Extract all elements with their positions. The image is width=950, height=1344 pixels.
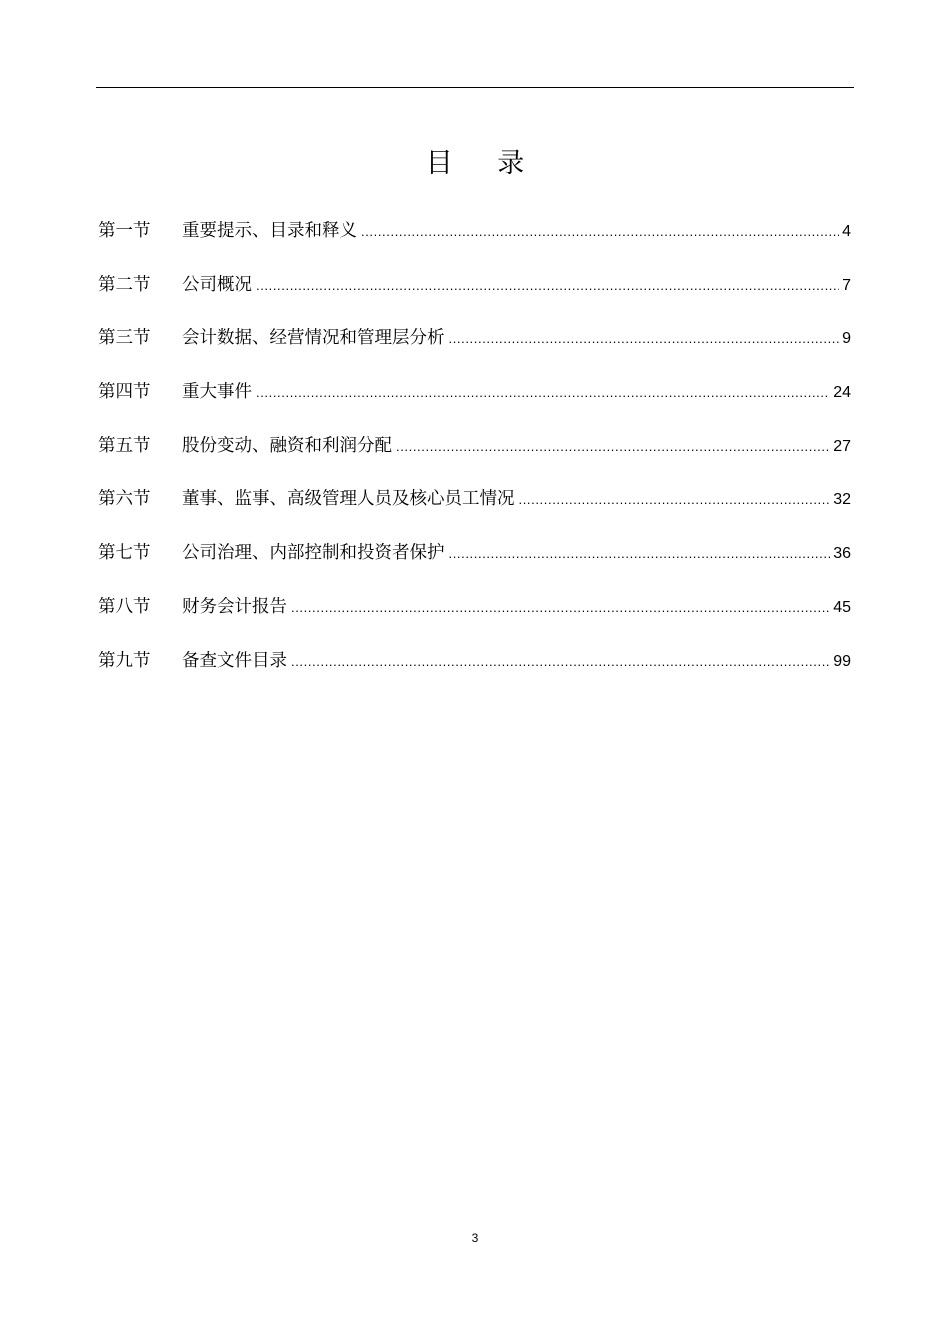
toc-section-number: 第五节 [98, 435, 151, 456]
toc-entry[interactable] [98, 217, 851, 271]
toc-dot-leader [449, 540, 831, 568]
toc-entry[interactable] [98, 378, 851, 432]
toc-dot-leader [256, 379, 830, 407]
toc-entry[interactable] [98, 647, 851, 701]
toc-section-name: 董事、监事、高级管理人员及核心员工情况 [182, 489, 515, 510]
toc-page-number: 7 [842, 276, 851, 294]
toc-page-number: 36 [833, 545, 851, 563]
toc-entry[interactable] [98, 485, 851, 539]
toc-dot-leader [361, 218, 839, 246]
toc-section-number: 第七节 [98, 543, 151, 564]
toc-dot-leader [291, 594, 830, 622]
toc-section-name: 重要提示、目录和释义 [182, 221, 357, 241]
toc-entry[interactable] [98, 271, 851, 325]
toc-section-number: 第一节 [98, 221, 151, 241]
toc-section-number: 第八节 [98, 596, 151, 617]
toc-section-name: 公司概况 [182, 274, 252, 295]
toc-page-number: 32 [833, 491, 851, 509]
toc-section-number: 第三节 [98, 328, 151, 349]
toc-entry[interactable] [98, 593, 851, 647]
toc-dot-leader [256, 272, 839, 300]
header-rule [96, 87, 854, 88]
table-of-contents [98, 217, 851, 700]
toc-section-number: 第二节 [98, 274, 151, 295]
toc-page-number: 9 [842, 330, 851, 348]
toc-section-name: 会计数据、经营情况和管理层分析 [182, 328, 445, 349]
toc-section-name: 财务会计报告 [182, 596, 287, 617]
toc-page-number: 99 [833, 652, 851, 670]
toc-entry[interactable] [98, 539, 851, 593]
page-title: 目 录 [425, 148, 543, 179]
toc-section-number: 第九节 [98, 650, 151, 671]
toc-page-number: 24 [833, 384, 851, 402]
toc-dot-leader [396, 433, 830, 461]
toc-section-number: 第四节 [98, 382, 151, 403]
toc-section-name: 重大事件 [182, 382, 252, 403]
toc-entry[interactable] [98, 324, 851, 378]
toc-section-name: 备查文件目录 [182, 650, 287, 671]
toc-dot-leader [519, 486, 831, 514]
toc-page-number: 45 [833, 598, 851, 616]
toc-section-name: 公司治理、内部控制和投资者保护 [182, 543, 445, 564]
toc-dot-leader [449, 325, 840, 353]
toc-page-number: 27 [833, 437, 851, 455]
toc-page-number: 4 [842, 223, 851, 240]
toc-entry[interactable] [98, 432, 851, 486]
toc-dot-leader [291, 648, 830, 676]
toc-section-number: 第六节 [98, 489, 151, 510]
footer-page-number: 3 [471, 1231, 479, 1245]
toc-section-name: 股份变动、融资和利润分配 [182, 435, 392, 456]
